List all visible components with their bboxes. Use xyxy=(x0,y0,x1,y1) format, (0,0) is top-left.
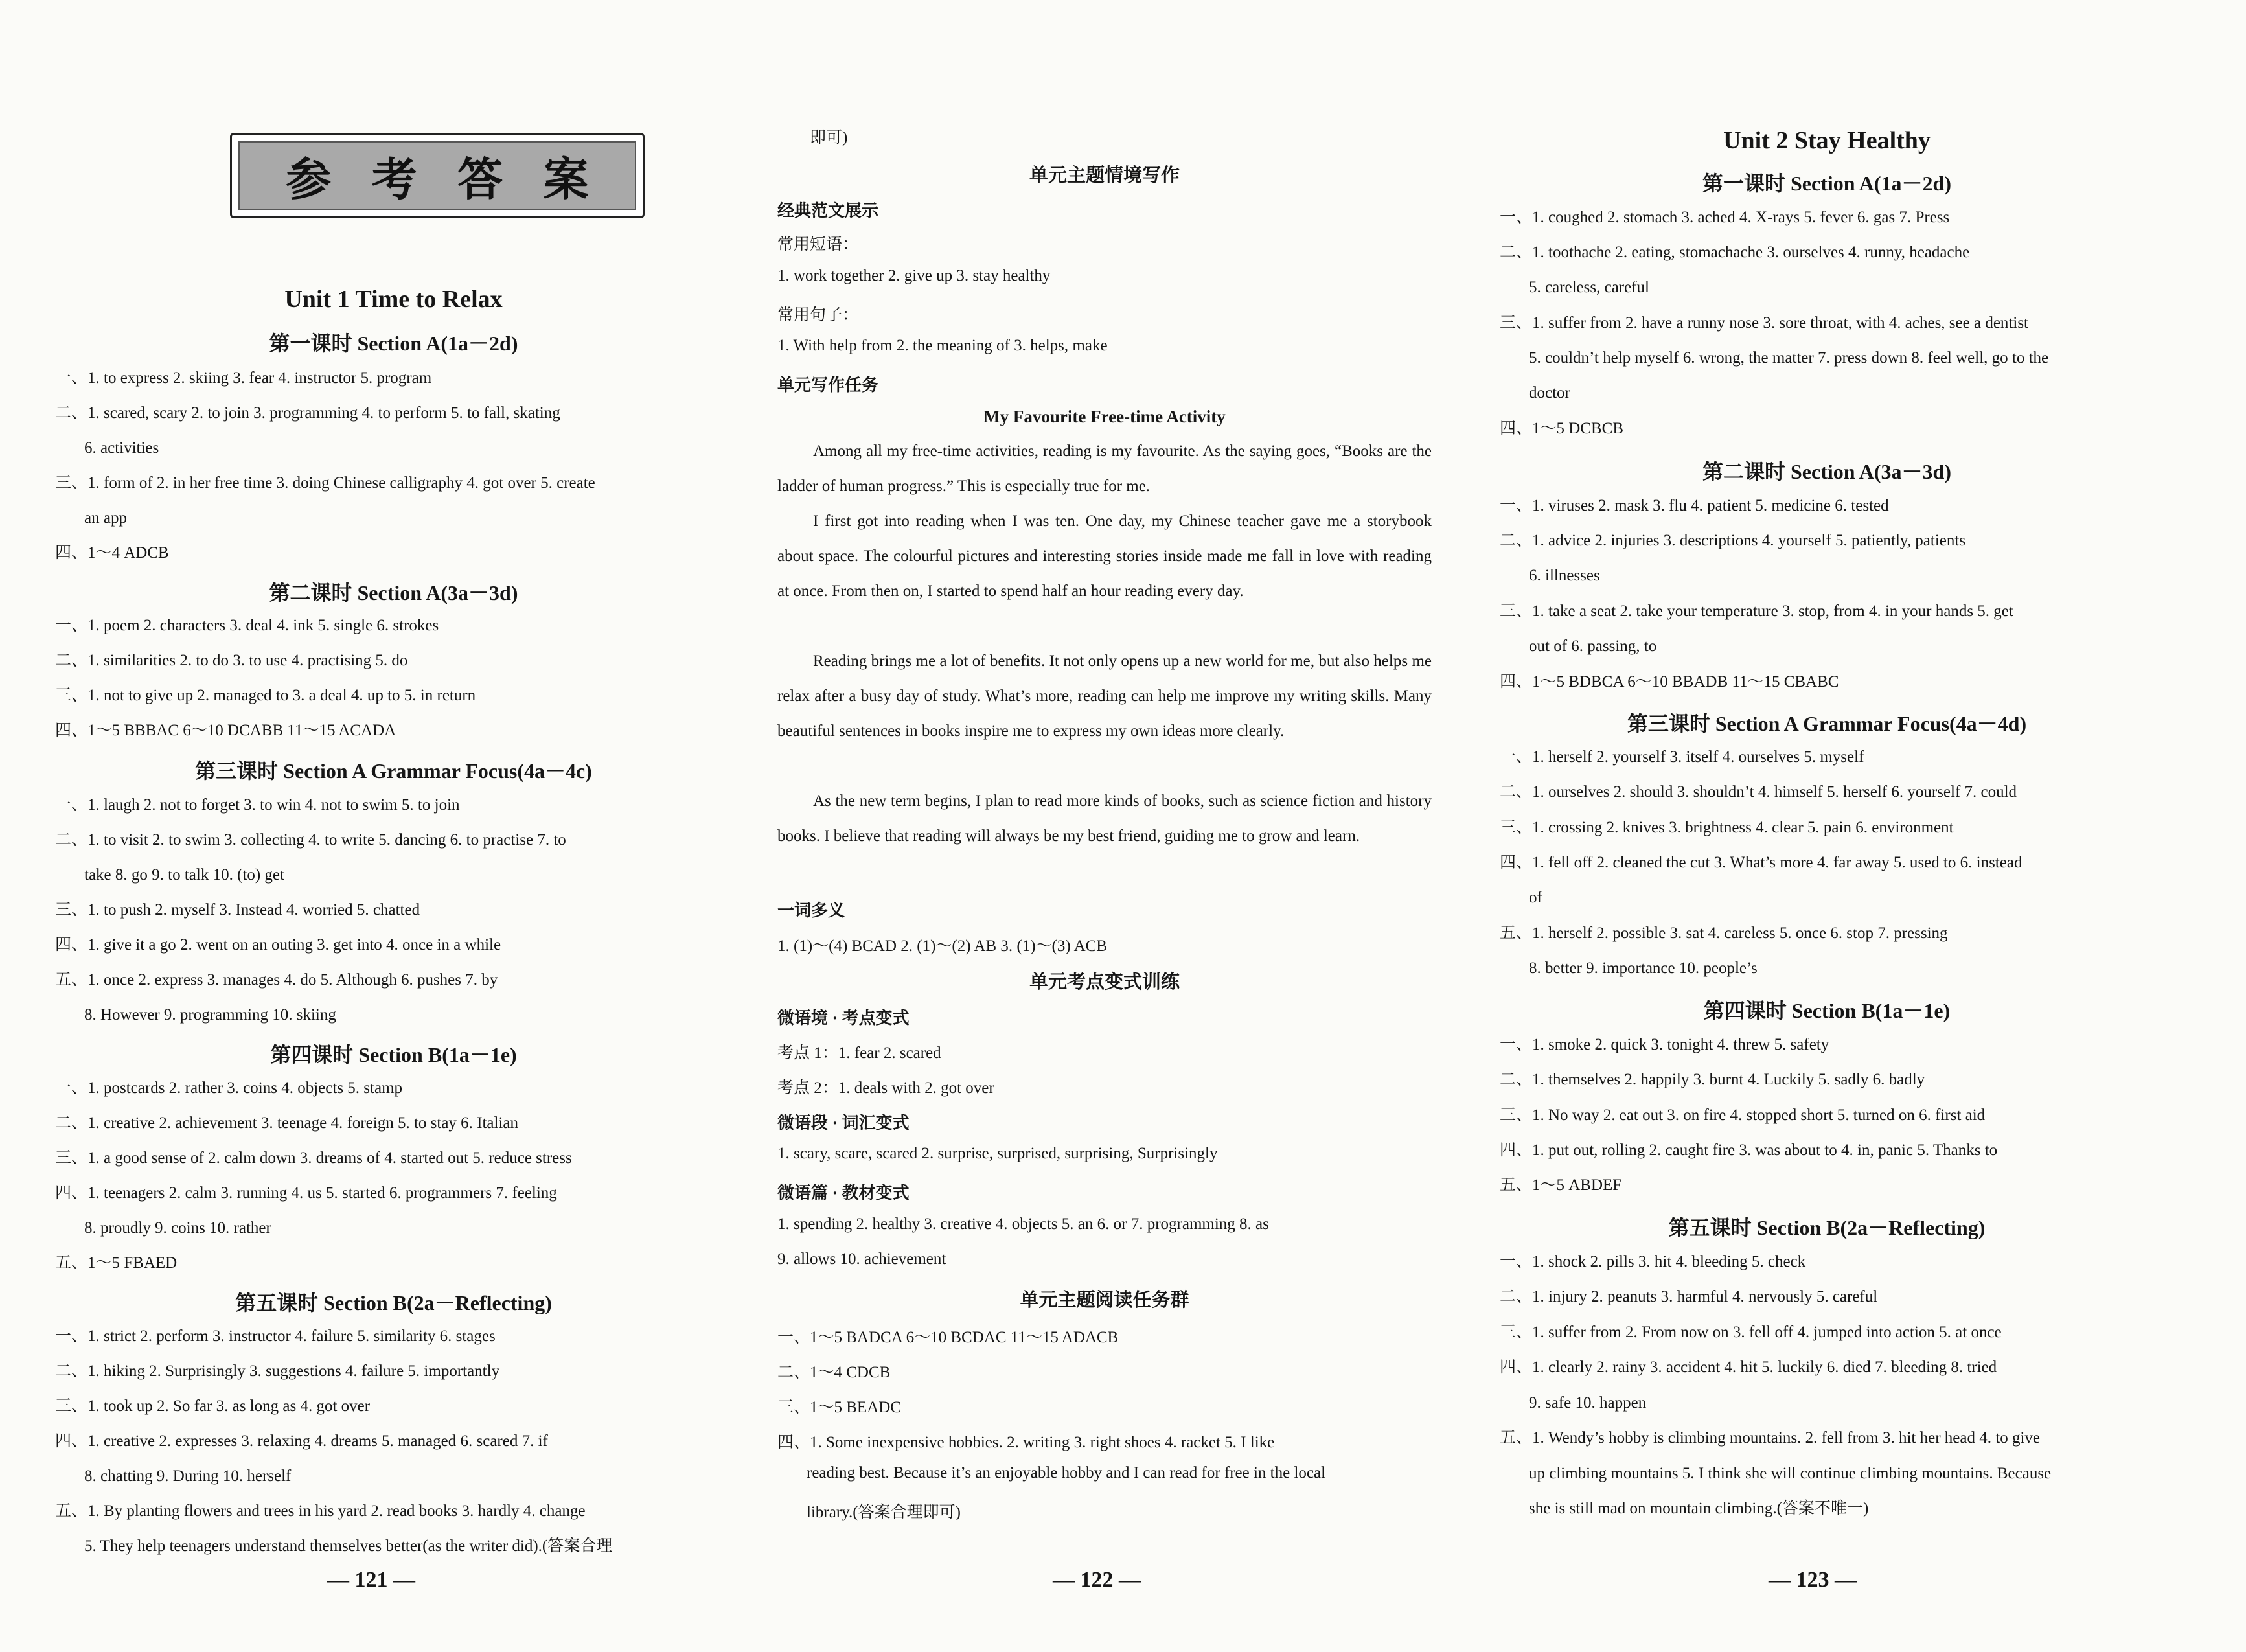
answer-line: 五、1. By planting flowers and trees in his yard 2. read books 3. hardly 4. change xyxy=(55,1502,586,1520)
essay-paragraph: Reading brings me a lot of benefits. It not only opens up a new world for me, but also helps me relax after a busy day of study. What’s more, reading can help me improve my writing skills. Many beautiful sentences in books inspire me to express my own ideas more clearly. xyxy=(777,652,1432,740)
polysemy-answers: 1. (1)～(4) BCAD 2. (1)～(2) AB 3. (1)～(3) ACB xyxy=(777,937,1107,955)
lesson-1-heading: 第一课时 Section A(1a－2d) xyxy=(1702,172,1951,195)
sentence-answers: 1. With help from 2. the meaning of 3. helps, make xyxy=(777,337,1108,354)
column-page-123 xyxy=(1500,0,2154,1652)
text-answers: 9. allows 10. achievement xyxy=(777,1250,946,1268)
answer-line: 一、1. strict 2. perform 3. instructor 4. failure 5. similarity 6. stages xyxy=(55,1327,496,1345)
answer-line: 三、1. No way 2. eat out 3. on fire 4. stopped short 5. turned on 6. first aid xyxy=(1500,1107,1986,1124)
unit-2-title: Unit 2 Stay Healthy xyxy=(1723,127,1931,154)
answer-line: 五、1. once 2. express 3. manages 4. do 5. Although 6. pushes 7. by xyxy=(55,971,498,989)
answer-line: 二、1～4 CDCB xyxy=(777,1364,891,1381)
answer-line: 5. couldn’t help myself 6. wrong, the matter 7. press down 8. feel well, go to the xyxy=(1529,349,2049,367)
essay-paragraph: Among all my free-time activities, reading is my favourite. As the saying goes, “Books are the ladder of human progress.” This is especially true for me. xyxy=(777,442,1432,495)
answer-key-banner xyxy=(230,133,645,218)
training-section-title: 单元考点变式训练 xyxy=(1029,972,1180,992)
answer-line: 一、1. to express 2. skiing 3. fear 4. instructor 5. program xyxy=(55,369,432,387)
essay-title: My Favourite Free-time Activity xyxy=(983,407,1226,426)
answer-line: 一、1. viruses 2. mask 3. flu 4. patient 5. medicine 6. tested xyxy=(1500,497,1889,514)
sentence-label: 常用句子： xyxy=(777,306,859,324)
subheading: 一词多义 xyxy=(777,901,845,920)
answer-line: take 8. go 9. to talk 10. (to) get xyxy=(84,866,284,884)
answer-line: 五、1～5 ABDEF xyxy=(1500,1176,1622,1194)
subheading: 微语段 · 词汇变式 xyxy=(777,1114,910,1132)
answer-line: 四、1. give it a go 2. went on an outing 3. get into 4. once in a while xyxy=(55,936,501,954)
answer-line: library.(答案合理即可) xyxy=(807,1504,961,1521)
essay-paragraph: As the new term begins, I plan to read more kinds of books, such as science fiction and history books. I believe that reading will always be my best friend, guiding me to grow and learn. xyxy=(777,792,1432,845)
answer-line: 二、1. advice 2. injuries 3. descriptions 4. yourself 5. patiently, patients xyxy=(1500,532,1966,549)
unit-1-title: Unit 1 Time to Relax xyxy=(284,286,503,313)
answer-line: up climbing mountains 5. I think she will continue climbing mountains. Because xyxy=(1529,1465,2052,1482)
kaodian-2: 考点 2：1. deals with 2. got over xyxy=(777,1079,994,1097)
page-number: — 122 — xyxy=(1053,1568,1141,1592)
answer-line: 四、1～5 BDBCA 6～10 BBADB 11～15 CBABC xyxy=(1500,673,1839,691)
answer-line: she is still mad on mountain climbing.(答案不唯一) xyxy=(1529,1500,1869,1517)
answer-line: 6. illnesses xyxy=(1529,567,1600,584)
answer-line: 一、1. shock 2. pills 3. hit 4. bleeding 5. check xyxy=(1500,1253,1806,1270)
lesson-2-heading: 第二课时 Section A(3a－3d) xyxy=(269,581,518,604)
answer-line: 5. careless, careful xyxy=(1529,279,1649,296)
phrase-label: 常用短语： xyxy=(777,236,859,253)
subheading: 单元写作任务 xyxy=(777,376,879,395)
answer-line: 一、1. herself 2. yourself 3. itself 4. ourselves 5. myself xyxy=(1500,748,1864,766)
answer-line: 四、1. fell off 2. cleaned the cut 3. What’s more 4. far away 5. used to 6. instead xyxy=(1500,854,2023,871)
answer-line: reading best. Because it’s an enjoyable hobby and I can read for free in the local xyxy=(807,1464,1326,1482)
answer-line: 一、1. coughed 2. stomach 3. ached 4. X-rays 5. fever 6. gas 7. Press xyxy=(1500,209,1950,226)
lesson-3-heading: 第三课时 Section A Grammar Focus(4a－4d) xyxy=(1627,712,2027,735)
essay-paragraph: I first got into reading when I was ten. One day, my Chinese teacher gave me a storybook about space. The colourful pictures and interesting stories inside made me fall in love with reading at once. From then on, I started to spend half an hour reading every day. xyxy=(777,512,1432,600)
column-page-121 xyxy=(55,0,732,1652)
answer-line: 二、1. injury 2. peanuts 3. harmful 4. nervously 5. careful xyxy=(1500,1288,1878,1305)
banner-char: 案 xyxy=(543,152,589,206)
answer-line: of xyxy=(1529,889,1542,906)
banner-char: 考 xyxy=(371,152,417,206)
answer-line: 四、1. put out, rolling 2. caught fire 3. was about to 4. in, panic 5. Thanks to xyxy=(1500,1141,1998,1159)
text-answers: 1. spending 2. healthy 3. creative 4. objects 5. an 6. or 7. programming 8. as xyxy=(777,1215,1269,1233)
answer-line: 二、1. themselves 2. happily 3. burnt 4. Luckily 5. sadly 6. badly xyxy=(1500,1071,1925,1088)
subheading: 微语篇 · 教材变式 xyxy=(777,1184,910,1202)
answer-line: 5. They help teenagers understand themselves better(as the writer did).(答案合理 xyxy=(84,1537,613,1555)
lesson-2-heading: 第二课时 Section A(3a－3d) xyxy=(1702,460,1951,483)
phrase-answers: 1. work together 2. give up 3. stay healthy xyxy=(777,267,1051,284)
continued-note: 即可) xyxy=(810,129,848,146)
answer-line: 二、1. scared, scary 2. to join 3. programming 4. to perform 5. to fall, skating xyxy=(55,404,560,422)
answer-line: doctor xyxy=(1529,384,1570,402)
answer-line: 三、1. to push 2. myself 3. Instead 4. worried 5. chatted xyxy=(55,901,420,919)
lesson-5-heading: 第五课时 Section B(2a－Reflecting) xyxy=(1668,1216,1986,1239)
answer-line: 三、1. crossing 2. knives 3. brightness 4. clear 5. pain 6. environment xyxy=(1500,819,1954,836)
page-number: — 123 — xyxy=(1769,1568,1857,1592)
banner-char: 参 xyxy=(286,152,332,206)
lesson-1-heading: 第一课时 Section A(1a－2d) xyxy=(269,332,518,355)
answer-line: 三、1. form of 2. in her free time 3. doing Chinese calligraphy 4. got over 5. create xyxy=(55,474,595,492)
vocab-answers: 1. scary, scare, scared 2. surprise, surprised, surprising, Surprisingly xyxy=(777,1145,1218,1162)
page-number: — 121 — xyxy=(327,1568,415,1592)
answer-line: 一、1. poem 2. characters 3. deal 4. ink 5. single 6. strokes xyxy=(55,617,439,634)
answer-line: 一、1. postcards 2. rather 3. coins 4. objects 5. stamp xyxy=(55,1079,403,1097)
answer-line: 二、1. hiking 2. Surprisingly 3. suggestions 4. failure 5. importantly xyxy=(55,1362,500,1380)
answer-line: 8. chatting 9. During 10. herself xyxy=(84,1467,292,1485)
answer-line: 五、1. Wendy’s hobby is climbing mountains. 2. fell from 3. hit her head 4. to give xyxy=(1500,1429,2040,1447)
answer-line: 三、1. not to give up 2. managed to 3. a deal 4. up to 5. in return xyxy=(55,687,476,704)
answer-line: 二、1. to visit 2. to swim 3. collecting 4. to write 5. dancing 6. to practise 7. to xyxy=(55,831,566,849)
answer-line: 三、1. took up 2. So far 3. as long as 4. got over xyxy=(55,1397,371,1415)
reading-section-title: 单元主题阅读任务群 xyxy=(1020,1290,1189,1311)
answer-line: 8. better 9. importance 10. people’s xyxy=(1529,959,1758,977)
answer-line: 五、1. herself 2. possible 3. sat 4. careless 5. once 6. stop 7. pressing xyxy=(1500,924,1948,942)
kaodian-1: 考点 1：1. fear 2. scared xyxy=(777,1044,941,1062)
lesson-3-heading: 第三课时 Section A Grammar Focus(4a－4c) xyxy=(195,759,592,783)
answer-line: 三、1. a good sense of 2. calm down 3. dreams of 4. started out 5. reduce stress xyxy=(55,1149,572,1167)
answer-line: 四、1. Some inexpensive hobbies. 2. writing 3. right shoes 4. racket 5. I like xyxy=(777,1434,1275,1451)
answer-line: 8. proudly 9. coins 10. rather xyxy=(84,1219,271,1237)
subheading: 微语境 · 考点变式 xyxy=(777,1009,910,1027)
answer-line: 二、1. creative 2. achievement 3. teenage 4. foreign 5. to stay 6. Italian xyxy=(55,1114,519,1132)
lesson-4-heading: 第四课时 Section B(1a－1e) xyxy=(270,1043,517,1066)
answer-line: 五、1～5 FBAED xyxy=(55,1254,178,1272)
answer-line: 三、1. suffer from 2. From now on 3. fell off 4. jumped into action 5. at once xyxy=(1500,1324,2002,1341)
answer-line: 四、1～5 BBBAC 6～10 DCABB 11～15 ACADA xyxy=(55,722,396,739)
answer-line: an app xyxy=(84,509,127,527)
answer-line: 一、1～5 BADCA 6～10 BCDAC 11～15 ADACB xyxy=(777,1329,1119,1346)
answer-line: 四、1. teenagers 2. calm 3. running 4. us 5. started 6. programmers 7. feeling xyxy=(55,1184,557,1202)
answer-line: out of 6. passing, to xyxy=(1529,637,1657,655)
subheading: 经典范文展示 xyxy=(777,201,879,220)
answer-line: 一、1. laugh 2. not to forget 3. to win 4. not to swim 5. to join xyxy=(55,796,460,814)
answer-line: 四、1～5 DCBCB xyxy=(1500,420,1624,437)
answer-line: 四、1. clearly 2. rainy 3. accident 4. hit 5. luckily 6. died 7. bleeding 8. tried xyxy=(1500,1359,1997,1376)
answer-line: 三、1～5 BEADC xyxy=(777,1399,901,1416)
answer-line: 9. safe 10. happen xyxy=(1529,1394,1647,1412)
answer-line: 四、1. creative 2. expresses 3. relaxing 4. dreams 5. managed 6. scared 7. if xyxy=(55,1432,548,1450)
banner-char: 答 xyxy=(457,152,503,206)
answer-line: 6. activities xyxy=(84,439,159,457)
lesson-4-heading: 第四课时 Section B(1a－1e) xyxy=(1703,999,1951,1022)
lesson-5-heading: 第五课时 Section B(2a－Reflecting) xyxy=(235,1291,552,1314)
answer-line: 四、1～4 ADCB xyxy=(55,544,169,562)
answer-line: 二、1. similarities 2. to do 3. to use 4. practising 5. do xyxy=(55,652,408,669)
answer-line: 三、1. suffer from 2. have a runny nose 3. sore throat, with 4. aches, see a dentist xyxy=(1500,314,2028,332)
answer-line: 8. However 9. programming 10. skiing xyxy=(84,1006,336,1024)
answer-line: 二、1. toothache 2. eating, stomachache 3. ourselves 4. runny, headache xyxy=(1500,244,1970,261)
writing-section-title: 单元主题情境写作 xyxy=(1029,165,1180,186)
answer-line: 一、1. smoke 2. quick 3. tonight 4. threw 5. safety xyxy=(1500,1036,1829,1053)
answer-line: 二、1. ourselves 2. should 3. shouldn’t 4. himself 5. herself 6. yourself 7. could xyxy=(1500,783,2017,801)
answer-line: 三、1. take a seat 2. take your temperature 3. stop, from 4. in your hands 5. get xyxy=(1500,602,2013,620)
column-page-122 xyxy=(777,0,1432,1652)
